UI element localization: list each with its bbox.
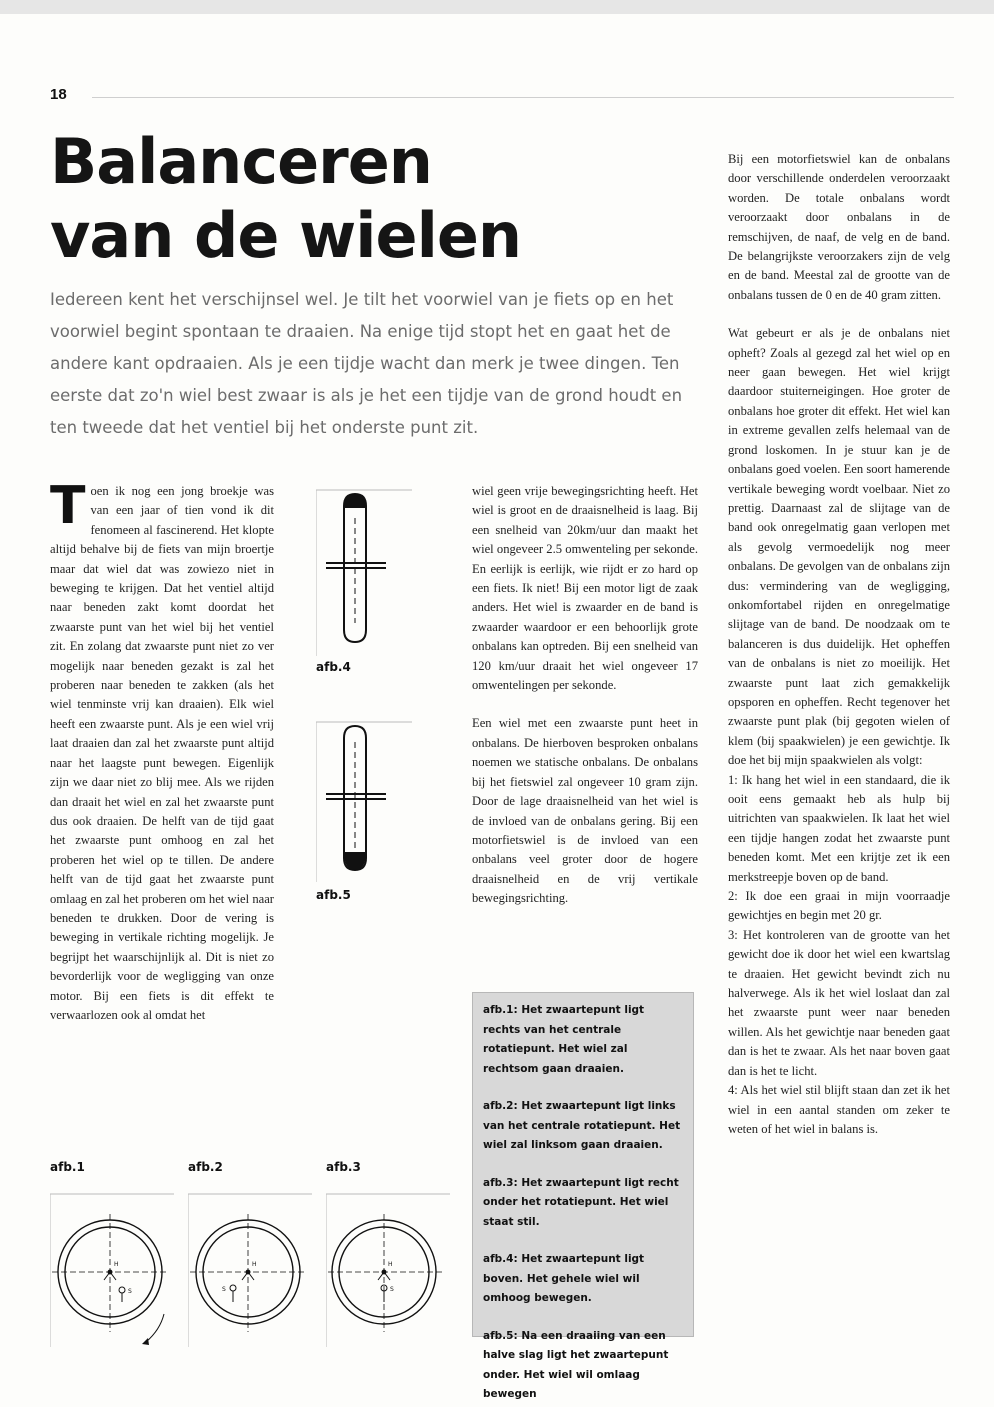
figure-afb5-label: afb.5 bbox=[316, 888, 351, 902]
caption-afb2: afb.2: Het zwaartepunt ligt links van het centrale rotatiepunt. Het wiel zal linksom gaan draaien. bbox=[483, 1100, 681, 1151]
column-3-paragraph-1: wiel geen vrije bewegingsrichting heeft. Het wiel is groot en de draaisnelheid is laag. Bij een snelheid van 20km/uur dan maakt het wiel ongeveer 2.5 omwenteling per sekonde. En eerlijk is eerlijk, wie rijdt er zo hard op een fiets. Ik niet! Bij een motor ligt de zaak anders. Het wiel is zwaarder en de band is zwaarder waardoor er een behoorlijk grote onbalans kan optreden. Bij een snelheid van 120 km/uur draait het wiel ongeveer 17 omwentelingen per sekonde. bbox=[472, 484, 698, 693]
figure-afb2 bbox=[188, 1192, 312, 1352]
figure-afb1-label: afb.1 bbox=[50, 1160, 85, 1174]
step-1: 1: Ik hang het wiel in een standaard, die ik ooit eens gemaakt heb als hulp bij uitrichten van spaakwielen. Ik laat het wiel een tijdje hangen zodat het zwaarste punt beneden komt. Met een krijtje zet ik een merkstreepje boven op de band. bbox=[728, 772, 950, 884]
column-1-paragraph bbox=[50, 476, 274, 1025]
step-2: 2: Ik doe een graai in mijn voorraadje gewichtjes en begin met 20 gr. bbox=[728, 889, 950, 923]
caption-afb1: afb.1: Het zwaartepunt ligt rechts van het centrale rotatiepunt. Het wiel zal rechtsom gaan draaien. bbox=[483, 1004, 645, 1075]
afb1-marker-s: S bbox=[128, 1288, 132, 1295]
afb1-marker-h: H bbox=[114, 1261, 119, 1268]
balancing-steps bbox=[728, 771, 950, 1140]
column-4-paragraph-1: Bij een motorfietswiel kan de onbalans door verschillende onderdelen veroorzaakt worden. De totale onbalans wordt veroorzaakt door onbalans in de remschijven, de naaf, de velg en de band. De belangrijkste veroorzakers zijn de velg en de band. Meestal zal de grootte van de onbalans tussen de 0 en de 40 gram zitten. bbox=[728, 152, 950, 302]
column-1 bbox=[50, 476, 274, 1025]
column-3-paragraph-2: Een wiel met een zwaarste punt heet in onbalans. De hierboven besproken onbalans noemen we statische onbalans. De onbalans bij het fietswiel zal ongeveer 10 gram zijn. Door de lage draaisnelheid van het wiel is de invloed van de onbalans gering. Bij een motorfietswiel is de invloed van een onbalans veel groter door de hogere draaisnelheid en de vrij vertikale bewegingsrichting. bbox=[472, 716, 698, 906]
figure-afb4 bbox=[316, 488, 412, 658]
caption-afb5: afb.5: Na een draaiing van een halve slag ligt het zwaartepunt onder. Het wiel wil omlaag bewegen bbox=[483, 1329, 669, 1400]
step-4: 4: Als het wiel stil blijft staan dan zet ik het wiel in een aantal standen om zeker te weten of het wiel in balans is. bbox=[728, 1083, 950, 1136]
title-line-2: van de wielen bbox=[50, 199, 522, 272]
afb3-marker-h: H bbox=[388, 1261, 393, 1268]
afb2-marker-h: H bbox=[252, 1261, 257, 1268]
header-rule bbox=[92, 97, 954, 98]
figure-afb1 bbox=[50, 1192, 174, 1352]
afb2-marker-s: S bbox=[222, 1286, 226, 1293]
column-3 bbox=[472, 482, 698, 909]
figure-afb5 bbox=[316, 720, 412, 885]
column-4-paragraph-2: Wat gebeurt er als je de onbalans niet opheft? Zoals al gezegd zal het wiel op en neer gaan bewegen. Het wiel krijgt daardoor stuiterneigingen. Hoe groter de onbalans hoe groter dit effekt. Het wiel kan in extreme gevallen zelfs helemaal van de grond loskomen. In je stuur kan je de onbalans goed voelen. Een soort hamerende vertikale beweging wordt voelbaar. Niet zo prettig. Daarnaast zal de slijtage van de band ook onregelmatig gaan verlopen met als gevolg vermoedelijk nog meer onbalans. De gevolgen van de onbalans zijn dus: vermindering van de wegligging, onkomfortabel rijden en onregelmatige slijtage van de band. De noodzaak om te balanceren is dus duidelijk. Het opheffen van de onbalans is niet zo moeilijk. Het zwaarste punt laat zich gemakkelijk opsporen en opheffen. Recht tegenover het zwaarste punt plak (bij gegoten wielen of klem (bij spaakwielen) je een gewichtje. Ik doe het bij mijn spaakwielen als volgt: bbox=[728, 326, 950, 768]
article-title bbox=[50, 125, 521, 273]
figure-afb2-label: afb.2 bbox=[188, 1160, 223, 1174]
column-4 bbox=[728, 150, 950, 1139]
figure-afb4-label: afb.4 bbox=[316, 660, 351, 674]
figure-afb3-label: afb.3 bbox=[326, 1160, 361, 1174]
afb3-marker-s: S bbox=[390, 1286, 394, 1293]
title-line-1: Balanceren bbox=[50, 125, 432, 198]
lead-paragraph: Iedereen kent het verschijnsel wel. Je tilt het voorwiel van je fiets op en het voorwiel begint spontaan te draaien. Na enige tijd stopt het en gaat het de andere kant opdraaien. Als je een tijdje wacht dan merk je twee dingen. Ten eerste dat zo'n wiel best zwaar is als je het een tijdje van de grond houdt en ten tweede dat het ventiel bij het onderste punt zit. bbox=[50, 290, 683, 437]
column-1-text: oen ik nog een jong broekje was van een jaar of tien vond ik dit fenomeen al fascinerend. Het klopte altijd behalve bij de fiets van mijn broertje maar dat wiel dat was zowiezo niet in beweging te krijgen. Dat het ventiel altijd naar beneden zakt komt doordat het zwaarste punt van het wiel bij het ventiel zit. En zolang dat zwaarste punt niet zo ver mogelijk naar beneden gezakt is zal het proberen naar beneden te zakken (als het wiel tenminste vrij kan draaien). Elk wiel heeft een zwaarste punt. Als je een wiel vrij laat draaien dan zal het zwaarste punt altijd naar het laagste punt bewegen. Eigenlijk zijn we daar niet zo blij mee. Als we rijden dan draait het wiel en zal het zwaarste punt dus ook draaien. De helft van de tijd gaat het zwaarste punt omhoog en zal het proberen het wiel op te tillen. De andere helft van de tijd gaat het zwaarste punt omlaag en zal het proberen om het wiel naar beneden te drukken. Door de vering is beweging in vertikale richting mogelijk. Je begrijpt het waarschijnlijk al. Dit is niet zo bevorderlijk voor de wegligging van onze motor. Bij een fiets is dit effekt te verwaarlozen ook al omdat het bbox=[50, 484, 274, 1022]
page-number: 18 bbox=[50, 86, 67, 103]
drop-cap: T bbox=[50, 476, 86, 536]
caption-box bbox=[472, 992, 694, 1400]
caption-afb3: afb.3: Het zwaartepunt ligt recht onder het rotatiepunt. Het wiel staat stil. bbox=[483, 1176, 679, 1228]
caption-afb4: afb.4: Het zwaartepunt ligt boven. Het gehele wiel wil omhoog bewegen. bbox=[483, 1253, 645, 1304]
figure-afb3 bbox=[326, 1192, 450, 1352]
page-top-band bbox=[0, 0, 994, 14]
step-3: 3: Het kontroleren van de grootte van het gewicht doe ik door het wiel een kwartslag te draaien. Het gewicht bevindt zich nu halverwege. Als ik het wiel loslaat dan zal het zwaarste punt weer naar beneden willen. Als het gewichtje naar beneden gaat dan is het te zwaar. Als het naar boven gaat dan is het te licht. bbox=[728, 927, 950, 1078]
